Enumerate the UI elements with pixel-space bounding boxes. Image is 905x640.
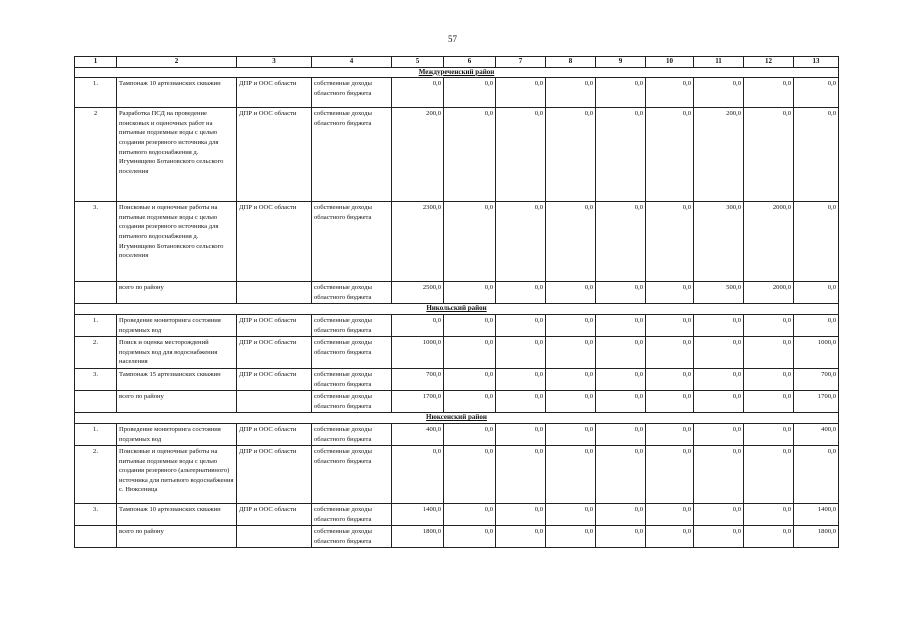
amount-cell: 0,0 bbox=[596, 108, 646, 202]
amount-cell: 0,0 bbox=[794, 446, 839, 504]
funding-source: собственные доходы областного бюджета bbox=[312, 368, 392, 390]
amount-cell: 1700,0 bbox=[794, 391, 839, 413]
table-body bbox=[75, 57, 839, 548]
amount-cell: 1000,0 bbox=[794, 337, 839, 369]
column-header: 13 bbox=[794, 57, 839, 68]
amount-cell: 0,0 bbox=[694, 446, 744, 504]
amount-cell: 0,0 bbox=[744, 108, 794, 202]
amount-cell: 0,0 bbox=[646, 504, 694, 526]
amount-cell: 0,0 bbox=[546, 202, 596, 282]
amount-cell: 0,0 bbox=[694, 78, 744, 108]
measure-name: Тампонаж 10 артезианских скважин bbox=[117, 78, 237, 108]
amount-cell: 0,0 bbox=[596, 391, 646, 413]
amount-cell: 0,0 bbox=[392, 314, 444, 336]
amount-cell: 0,0 bbox=[694, 504, 744, 526]
amount-cell: 1800,0 bbox=[392, 526, 444, 548]
amount-cell: 0,0 bbox=[646, 446, 694, 504]
amount-cell: 400,0 bbox=[392, 423, 444, 445]
amount-cell: 0,0 bbox=[546, 108, 596, 202]
funding-source: собственные доходы областного бюджета bbox=[312, 337, 392, 369]
column-header: 9 bbox=[596, 57, 646, 68]
amount-cell: 0,0 bbox=[794, 282, 839, 304]
amount-cell: 700,0 bbox=[794, 368, 839, 390]
funding-source: собственные доходы областного бюджета bbox=[312, 423, 392, 445]
amount-cell: 0,0 bbox=[744, 391, 794, 413]
amount-cell: 0,0 bbox=[392, 78, 444, 108]
amount-cell: 500,0 bbox=[694, 282, 744, 304]
amount-cell: 0,0 bbox=[496, 202, 546, 282]
amount-cell: 0,0 bbox=[444, 423, 496, 445]
district-row bbox=[75, 67, 839, 78]
amount-cell: 0,0 bbox=[496, 337, 546, 369]
amount-cell: 0,0 bbox=[596, 282, 646, 304]
column-header: 5 bbox=[392, 57, 444, 68]
column-header: 2 bbox=[117, 57, 237, 68]
measure-name: Тампонаж 10 артезианских скважин bbox=[117, 504, 237, 526]
measure-name: Поисковые и оценочные работы на питьевые подземные воды с целью создания резервного (альтернативного) источника для питьевого водоснабжения с. Нюксеница bbox=[117, 446, 237, 504]
executor: ДПР и ООС области bbox=[237, 368, 312, 390]
district-row bbox=[75, 304, 839, 315]
amount-cell: 0,0 bbox=[546, 314, 596, 336]
column-header: 8 bbox=[546, 57, 596, 68]
amount-cell: 0,0 bbox=[496, 314, 546, 336]
amount-cell: 0,0 bbox=[646, 337, 694, 369]
amount-cell: 0,0 bbox=[744, 526, 794, 548]
executor: ДПР и ООС области bbox=[237, 504, 312, 526]
amount-cell: 0,0 bbox=[694, 526, 744, 548]
measure-name: всего по району bbox=[117, 282, 237, 304]
amount-cell: 0,0 bbox=[546, 526, 596, 548]
row-index: 1. bbox=[75, 423, 117, 445]
executor: ДПР и ООС области bbox=[237, 423, 312, 445]
funding-source: собственные доходы областного бюджета bbox=[312, 314, 392, 336]
amount-cell: 2000,0 bbox=[744, 202, 794, 282]
amount-cell: 0,0 bbox=[596, 368, 646, 390]
amount-cell: 0,0 bbox=[694, 391, 744, 413]
amount-cell: 0,0 bbox=[444, 526, 496, 548]
funding-source: собственные доходы областного бюджета bbox=[312, 526, 392, 548]
column-header: 12 bbox=[744, 57, 794, 68]
table-row bbox=[75, 108, 839, 202]
amount-cell: 0,0 bbox=[646, 282, 694, 304]
table-row bbox=[75, 314, 839, 336]
amount-cell: 1800,0 bbox=[794, 526, 839, 548]
column-header: 6 bbox=[444, 57, 496, 68]
amount-cell: 0,0 bbox=[496, 526, 546, 548]
amount-cell: 2000,0 bbox=[744, 282, 794, 304]
executor bbox=[237, 526, 312, 548]
row-index: 3. bbox=[75, 504, 117, 526]
amount-cell: 0,0 bbox=[496, 108, 546, 202]
funding-source: собственные доходы областного бюджета bbox=[312, 282, 392, 304]
amount-cell: 0,0 bbox=[794, 78, 839, 108]
table-row bbox=[75, 504, 839, 526]
amount-cell: 0,0 bbox=[444, 504, 496, 526]
column-header: 7 bbox=[496, 57, 546, 68]
row-index: 3. bbox=[75, 202, 117, 282]
amount-cell: 0,0 bbox=[496, 391, 546, 413]
column-header: 1 bbox=[75, 57, 117, 68]
amount-cell: 0,0 bbox=[444, 314, 496, 336]
row-index bbox=[75, 282, 117, 304]
row-index bbox=[75, 391, 117, 413]
district-row bbox=[75, 413, 839, 424]
amount-cell: 200,0 bbox=[392, 108, 444, 202]
executor: ДПР и ООС области bbox=[237, 202, 312, 282]
row-index: 3. bbox=[75, 368, 117, 390]
amount-cell: 0,0 bbox=[596, 504, 646, 526]
amount-cell: 0,0 bbox=[546, 282, 596, 304]
amount-cell: 0,0 bbox=[596, 202, 646, 282]
measure-name: Поисковые и оценочные работы на питьевые подземные воды с целью создания резервного источника для питьевого водоснабжения д. Игумнищево Ботановского сельского поселения bbox=[117, 202, 237, 282]
amount-cell: 0,0 bbox=[444, 108, 496, 202]
amount-cell: 0,0 bbox=[646, 391, 694, 413]
amount-cell: 0,0 bbox=[444, 337, 496, 369]
table-row bbox=[75, 446, 839, 504]
amount-cell: 0,0 bbox=[444, 282, 496, 304]
amount-cell: 0,0 bbox=[744, 368, 794, 390]
table-row bbox=[75, 78, 839, 108]
table-row bbox=[75, 337, 839, 369]
row-index: 1. bbox=[75, 78, 117, 108]
measure-name: Разработка ПСД на проведение поисковых и оценочных работ на питьевые подземные воды с целью создания резервного источника для питьевого водоснабжения д. Игумнищево Ботановского сельского поселения bbox=[117, 108, 237, 202]
amount-cell: 0,0 bbox=[744, 446, 794, 504]
amount-cell: 0,0 bbox=[496, 423, 546, 445]
amount-cell: 0,0 bbox=[794, 202, 839, 282]
measure-name: Проведение мониторинга состояния подземных вод bbox=[117, 423, 237, 445]
amount-cell: 2500,0 bbox=[392, 282, 444, 304]
amount-cell: 0,0 bbox=[496, 282, 546, 304]
amount-cell: 0,0 bbox=[596, 423, 646, 445]
table-row bbox=[75, 526, 839, 548]
amount-cell: 0,0 bbox=[744, 423, 794, 445]
amount-cell: 0,0 bbox=[546, 391, 596, 413]
row-index: 1. bbox=[75, 314, 117, 336]
amount-cell: 0,0 bbox=[744, 504, 794, 526]
amount-cell: 0,0 bbox=[546, 78, 596, 108]
amount-cell: 0,0 bbox=[546, 446, 596, 504]
amount-cell: 300,0 bbox=[694, 202, 744, 282]
column-header: 10 bbox=[646, 57, 694, 68]
amount-cell: 0,0 bbox=[596, 337, 646, 369]
funding-source: собственные доходы областного бюджета bbox=[312, 446, 392, 504]
amount-cell: 0,0 bbox=[646, 423, 694, 445]
amount-cell: 0,0 bbox=[546, 368, 596, 390]
column-header: 4 bbox=[312, 57, 392, 68]
amount-cell: 0,0 bbox=[596, 314, 646, 336]
amount-cell: 0,0 bbox=[646, 314, 694, 336]
executor bbox=[237, 282, 312, 304]
amount-cell: 0,0 bbox=[546, 504, 596, 526]
amount-cell: 2300,0 bbox=[392, 202, 444, 282]
executor bbox=[237, 391, 312, 413]
table-row bbox=[75, 391, 839, 413]
executor: ДПР и ООС области bbox=[237, 446, 312, 504]
table-row bbox=[75, 282, 839, 304]
funding-source: собственные доходы областного бюджета bbox=[312, 202, 392, 282]
row-index: 2. bbox=[75, 337, 117, 369]
amount-cell: 400,0 bbox=[794, 423, 839, 445]
measure-name: Проведение мониторинга состояния подземных вод bbox=[117, 314, 237, 336]
amount-cell: 0,0 bbox=[596, 526, 646, 548]
amount-cell: 0,0 bbox=[596, 78, 646, 108]
amount-cell: 1400,0 bbox=[794, 504, 839, 526]
measure-name: Поиск и оценка месторождений подземных вод для водоснабжения населения bbox=[117, 337, 237, 369]
amount-cell: 0,0 bbox=[496, 446, 546, 504]
measure-name: всего по району bbox=[117, 391, 237, 413]
header-row bbox=[75, 57, 839, 68]
district-title: Нюксенский район bbox=[75, 413, 839, 424]
amount-cell: 0,0 bbox=[646, 108, 694, 202]
page-number: 57 bbox=[448, 34, 457, 44]
amount-cell: 0,0 bbox=[646, 78, 694, 108]
table-row bbox=[75, 202, 839, 282]
funding-source: собственные доходы областного бюджета bbox=[312, 391, 392, 413]
amount-cell: 0,0 bbox=[694, 337, 744, 369]
column-header: 3 bbox=[237, 57, 312, 68]
amount-cell: 1400,0 bbox=[392, 504, 444, 526]
amount-cell: 0,0 bbox=[794, 314, 839, 336]
district-title: Никольский район bbox=[75, 304, 839, 315]
row-index: 2 bbox=[75, 108, 117, 202]
measure-name: всего по району bbox=[117, 526, 237, 548]
column-header: 11 bbox=[694, 57, 744, 68]
amount-cell: 1000,0 bbox=[392, 337, 444, 369]
amount-cell: 0,0 bbox=[496, 368, 546, 390]
amount-cell: 0,0 bbox=[744, 78, 794, 108]
district-title: Междуреченский район bbox=[75, 67, 839, 78]
amount-cell: 0,0 bbox=[744, 314, 794, 336]
amount-cell: 0,0 bbox=[496, 504, 546, 526]
amount-cell: 0,0 bbox=[646, 526, 694, 548]
budget-table bbox=[74, 56, 839, 548]
amount-cell: 0,0 bbox=[694, 423, 744, 445]
row-index: 2. bbox=[75, 446, 117, 504]
funding-source: собственные доходы областного бюджета bbox=[312, 78, 392, 108]
executor: ДПР и ООС области bbox=[237, 108, 312, 202]
amount-cell: 700,0 bbox=[392, 368, 444, 390]
amount-cell: 0,0 bbox=[496, 78, 546, 108]
amount-cell: 0,0 bbox=[546, 423, 596, 445]
table-row bbox=[75, 423, 839, 445]
executor: ДПР и ООС области bbox=[237, 314, 312, 336]
amount-cell: 0,0 bbox=[694, 314, 744, 336]
funding-source: собственные доходы областного бюджета bbox=[312, 108, 392, 202]
amount-cell: 0,0 bbox=[646, 368, 694, 390]
amount-cell: 0,0 bbox=[794, 108, 839, 202]
table-row bbox=[75, 368, 839, 390]
amount-cell: 0,0 bbox=[444, 78, 496, 108]
amount-cell: 0,0 bbox=[392, 446, 444, 504]
amount-cell: 0,0 bbox=[444, 368, 496, 390]
executor: ДПР и ООС области bbox=[237, 78, 312, 108]
amount-cell: 0,0 bbox=[444, 391, 496, 413]
amount-cell: 0,0 bbox=[444, 202, 496, 282]
executor: ДПР и ООС области bbox=[237, 337, 312, 369]
amount-cell: 0,0 bbox=[646, 202, 694, 282]
row-index bbox=[75, 526, 117, 548]
amount-cell: 1700,0 bbox=[392, 391, 444, 413]
measure-name: Тампонаж 15 артезианских скважин bbox=[117, 368, 237, 390]
amount-cell: 0,0 bbox=[596, 446, 646, 504]
amount-cell: 200,0 bbox=[694, 108, 744, 202]
amount-cell: 0,0 bbox=[444, 446, 496, 504]
funding-source: собственные доходы областного бюджета bbox=[312, 504, 392, 526]
amount-cell: 0,0 bbox=[694, 368, 744, 390]
amount-cell: 0,0 bbox=[744, 337, 794, 369]
amount-cell: 0,0 bbox=[546, 337, 596, 369]
